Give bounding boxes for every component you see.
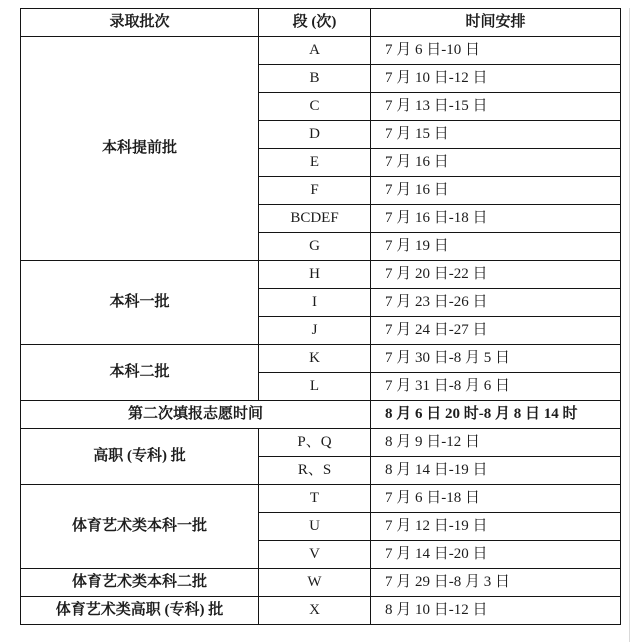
table-row — [21, 37, 621, 65]
batch-cell: 体育艺术类本科二批 — [21, 569, 259, 597]
time-cell: 7 月 6 日-18 日 — [371, 485, 621, 513]
time-cell: 7 月 14 日-20 日 — [371, 541, 621, 569]
time-cell: 7 月 6 日-10 日 — [371, 37, 621, 65]
table-row — [21, 345, 621, 373]
time-cell: 7 月 16 日-18 日 — [371, 205, 621, 233]
time-cell: 8 月 14 日-19 日 — [371, 457, 621, 485]
segment-cell: J — [259, 317, 371, 345]
header-row — [21, 9, 621, 37]
segment-cell: I — [259, 289, 371, 317]
segment-cell: H — [259, 261, 371, 289]
time-cell: 7 月 20 日-22 日 — [371, 261, 621, 289]
batch-cell: 体育艺术类高职 (专科) 批 — [21, 597, 259, 625]
table-row — [21, 597, 621, 625]
segment-cell: D — [259, 121, 371, 149]
column-header-batch: 录取批次 — [21, 9, 259, 37]
segment-cell: X — [259, 597, 371, 625]
time-cell: 7 月 31 日-8 月 6 日 — [371, 373, 621, 401]
batch-cell: 本科二批 — [21, 345, 259, 401]
second-application-row — [21, 401, 621, 429]
segment-cell: BCDEF — [259, 205, 371, 233]
segment-cell: K — [259, 345, 371, 373]
time-cell: 7 月 10 日-12 日 — [371, 65, 621, 93]
segment-cell: G — [259, 233, 371, 261]
column-header-segment: 段 (次) — [259, 9, 371, 37]
batch-cell: 高职 (专科) 批 — [21, 429, 259, 485]
segment-cell: T — [259, 485, 371, 513]
segment-cell: B — [259, 65, 371, 93]
table-row — [21, 261, 621, 289]
segment-cell: W — [259, 569, 371, 597]
time-cell: 7 月 13 日-15 日 — [371, 93, 621, 121]
table-row — [21, 569, 621, 597]
segment-cell: P、Q — [259, 429, 371, 457]
time-cell: 7 月 15 日 — [371, 121, 621, 149]
time-cell: 8 月 9 日-12 日 — [371, 429, 621, 457]
time-cell: 7 月 24 日-27 日 — [371, 317, 621, 345]
time-cell: 7 月 19 日 — [371, 233, 621, 261]
time-cell: 7 月 16 日 — [371, 149, 621, 177]
time-cell: 7 月 16 日 — [371, 177, 621, 205]
time-cell: 7 月 29 日-8 月 3 日 — [371, 569, 621, 597]
segment-cell: A — [259, 37, 371, 65]
segment-cell: C — [259, 93, 371, 121]
second-application-label: 第二次填报志愿时间 — [21, 401, 371, 429]
segment-cell: U — [259, 513, 371, 541]
time-cell: 8 月 10 日-12 日 — [371, 597, 621, 625]
column-header-time: 时间安排 — [371, 9, 621, 37]
segment-cell: E — [259, 149, 371, 177]
batch-cell: 体育艺术类本科一批 — [21, 485, 259, 569]
batch-cell: 本科一批 — [21, 261, 259, 345]
table-row — [21, 429, 621, 457]
time-cell: 7 月 30 日-8 月 5 日 — [371, 345, 621, 373]
time-cell: 7 月 12 日-19 日 — [371, 513, 621, 541]
batch-cell: 本科提前批 — [21, 37, 259, 261]
page-edge-line — [629, 8, 630, 642]
segment-cell: F — [259, 177, 371, 205]
table-row — [21, 485, 621, 513]
admission-schedule-table — [20, 8, 621, 625]
segment-cell: R、S — [259, 457, 371, 485]
segment-cell: V — [259, 541, 371, 569]
segment-cell: L — [259, 373, 371, 401]
second-application-time: 8 月 6 日 20 时-8 月 8 日 14 时 — [371, 401, 621, 429]
time-cell: 7 月 23 日-26 日 — [371, 289, 621, 317]
